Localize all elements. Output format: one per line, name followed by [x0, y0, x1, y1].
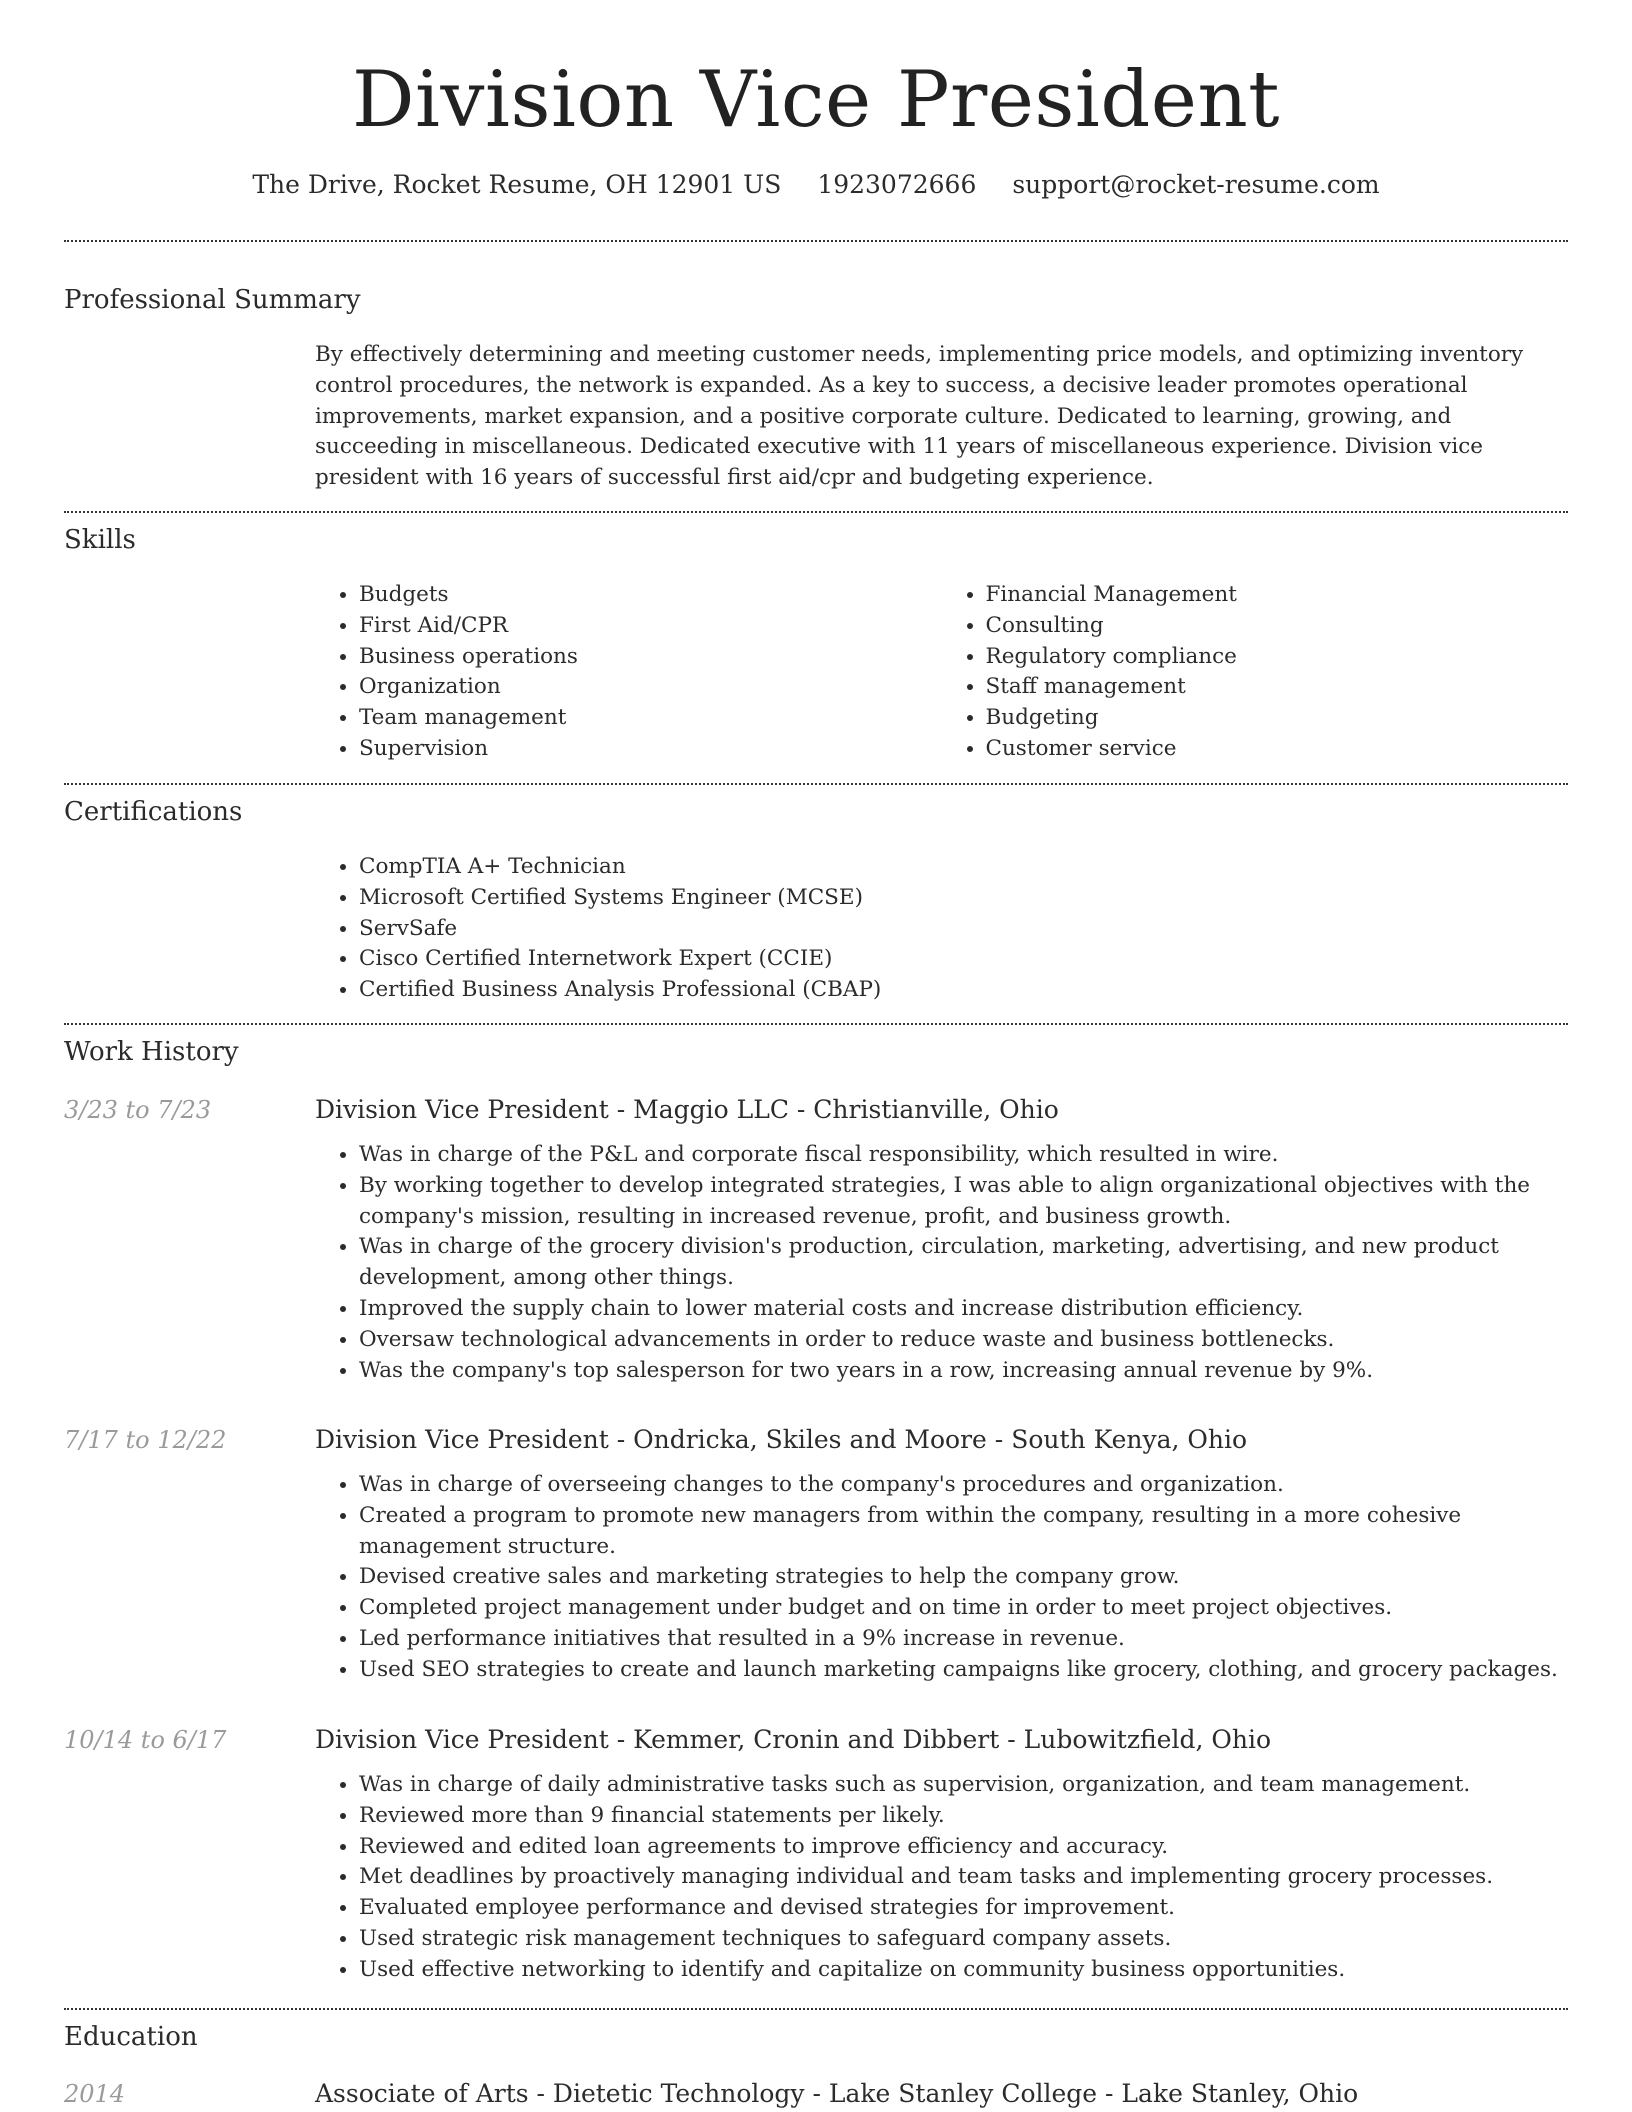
skills-list-left	[315, 580, 942, 765]
certification-item: • Cisco Certified Internetwork Expert (CCIE)	[359, 944, 1568, 975]
section-divider	[64, 2008, 1568, 2010]
skill-item: • Supervision	[359, 734, 942, 765]
skill-item: • Regulatory compliance	[986, 642, 1569, 673]
job-bullets	[315, 1140, 1568, 1386]
education-heading-line: Associate of Arts - Dietetic Technology - Lake Stanley College - Lake Stanley, Ohio	[315, 2079, 1359, 2108]
summary-text: By effectively determining and meeting customer needs, implementing price models, and optimizing inventory control procedures, the network is expanded. As a key to success, a decisive leader promotes operational improvements, market expansion, and a positive corporate culture. Dedicated to learning, growing, and succeeding in miscellaneous. Dedicated executive with 11 years of miscellaneous experience. Division vice president with 16 years of successful first aid/cpr and budgeting experience.	[315, 342, 1524, 491]
job-bullet: • Evaluated employee performance and devised strategies for improvement.	[359, 1893, 1568, 1924]
job-bullets	[315, 1470, 1568, 1686]
job-bullet: • Oversaw technological advancements in order to reduce waste and business bottlenecks.	[359, 1325, 1568, 1356]
job-heading: Division Vice President - Maggio LLC - Christianville, Ohio	[315, 1095, 1059, 1124]
job-dates: 7/17 to 12/22	[64, 1426, 227, 1454]
skill-item: • First Aid/CPR	[359, 611, 942, 642]
job-bullet: • Was in charge of the P&L and corporate fiscal responsibility, which resulted in wire.	[359, 1140, 1568, 1171]
certifications-heading: Certifications	[64, 797, 243, 827]
certification-item: • ServSafe	[359, 914, 1568, 945]
certification-item: • CompTIA A+ Technician	[359, 852, 1568, 883]
job-bullet: • Reviewed more than 9 financial statements per likely.	[359, 1801, 1568, 1832]
contact-phone: 1923072666	[817, 170, 977, 199]
job-bullet: • Reviewed and edited loan agreements to improve efficiency and accuracy.	[359, 1832, 1568, 1863]
education-entry	[315, 2078, 1568, 2112]
skill-item: • Consulting	[986, 611, 1569, 642]
section-divider	[64, 511, 1568, 513]
job-bullet: • Led performance initiatives that resulted in a 9% increase in revenue.	[359, 1624, 1568, 1655]
certifications-list	[315, 852, 1568, 1006]
job-bullet: • Used strategic risk management techniques to safeguard company assets.	[359, 1924, 1568, 1955]
job-bullet: • Improved the supply chain to lower material costs and increase distribution efficiency.	[359, 1294, 1568, 1325]
education-date: 2014	[64, 2080, 126, 2108]
summary-section	[315, 340, 1568, 494]
skills-heading: Skills	[64, 525, 136, 555]
contact-line	[64, 169, 1568, 201]
job-dates: 10/14 to 6/17	[64, 1726, 227, 1754]
skill-item: • Organization	[359, 672, 942, 703]
job-bullet: • Used effective networking to identify and capitalize on community business opportunities.	[359, 1955, 1568, 1986]
section-divider	[64, 1023, 1568, 1025]
skill-item: • Customer service	[986, 734, 1569, 765]
job-bullet: • By working together to develop integrated strategies, I was able to align organizational objectives with the company's mission, resulting in increased revenue, profit, and business growth.	[359, 1171, 1568, 1233]
job-dates: 3/23 to 7/23	[64, 1096, 212, 1124]
contact-address: The Drive, Rocket Resume, OH 12901 US	[252, 170, 782, 199]
summary-heading: Professional Summary	[64, 285, 361, 315]
certifications-section	[315, 852, 1568, 1006]
section-divider	[64, 783, 1568, 785]
work-history-heading: Work History	[64, 1037, 239, 1067]
job-bullet: • Completed project management under budget and on time in order to meet project objectives.	[359, 1593, 1568, 1624]
contact-email: support@rocket-resume.com	[1012, 170, 1380, 199]
job-bullet: • Used SEO strategies to create and launch marketing campaigns like grocery, clothing, and grocery packages.	[359, 1655, 1568, 1686]
job-bullet: • Devised creative sales and marketing strategies to help the company grow.	[359, 1562, 1568, 1593]
job-heading: Division Vice President - Ondricka, Skiles and Moore - South Kenya, Ohio	[315, 1425, 1248, 1454]
section-divider	[64, 240, 1568, 242]
job-bullets	[315, 1770, 1568, 1986]
skill-item: • Staff management	[986, 672, 1569, 703]
skill-item: • Team management	[359, 703, 942, 734]
skill-item: • Budgeting	[986, 703, 1569, 734]
skill-item: • Business operations	[359, 642, 942, 673]
skill-item: • Budgets	[359, 580, 942, 611]
job-bullet: • Was in charge of overseeing changes to the company's procedures and organization.	[359, 1470, 1568, 1501]
job-entry	[315, 1424, 1568, 1686]
resume-page	[64, 0, 1568, 2108]
job-bullet: • Was in charge of daily administrative tasks such as supervision, organization, and team management.	[359, 1770, 1568, 1801]
job-bullet: • Was in charge of the grocery division's production, circulation, marketing, advertising, and new product development, among other things.	[359, 1232, 1568, 1294]
job-entry	[315, 1094, 1568, 1386]
certification-item: • Certified Business Analysis Professional (CBAP)	[359, 975, 1568, 1006]
skill-item: • Financial Management	[986, 580, 1569, 611]
skills-list-right	[942, 580, 1569, 765]
certification-item: • Microsoft Certified Systems Engineer (MCSE)	[359, 883, 1568, 914]
job-heading: Division Vice President - Kemmer, Cronin and Dibbert - Lubowitzfield, Ohio	[315, 1725, 1272, 1754]
education-heading: Education	[64, 2022, 198, 2052]
job-bullet: • Was the company's top salesperson for two years in a row, increasing annual revenue by 9%.	[359, 1356, 1568, 1387]
job-bullet: • Met deadlines by proactively managing individual and team tasks and implementing grocery processes.	[359, 1862, 1568, 1893]
job-entry	[315, 1724, 1568, 1986]
resume-name: Division Vice President	[351, 55, 1281, 145]
skills-section	[315, 580, 1568, 765]
job-bullet: • Created a program to promote new managers from within the company, resulting in a more cohesive management structure.	[359, 1501, 1568, 1563]
